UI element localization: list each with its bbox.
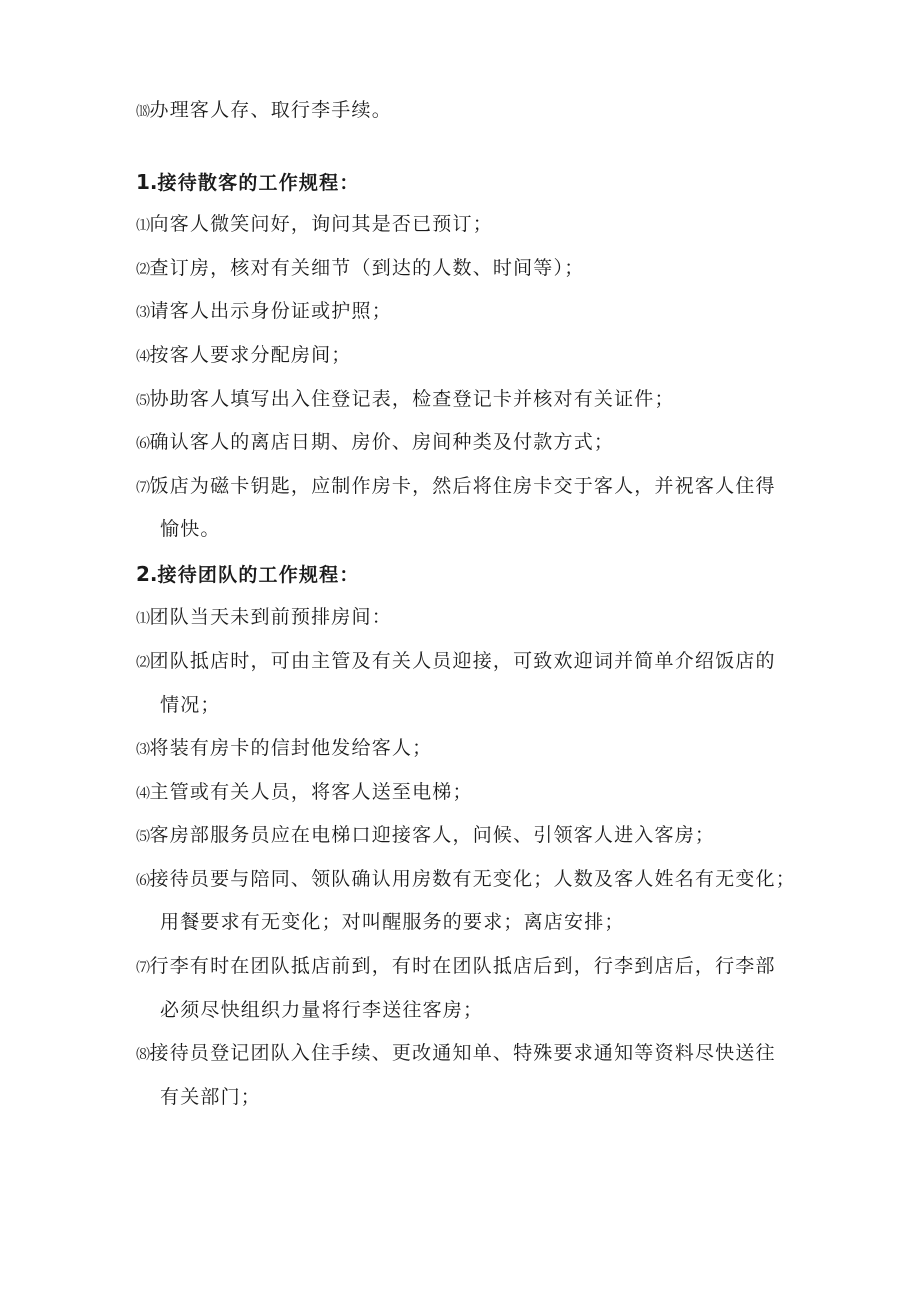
section-1-heading bbox=[136, 169, 360, 196]
item-text: 按客人要求分配房间； bbox=[149, 344, 352, 366]
list-item bbox=[136, 866, 826, 894]
heading-number: 1. bbox=[136, 170, 158, 194]
list-item-continuation: 愉快。 bbox=[160, 518, 221, 540]
item-number: ⑵ bbox=[136, 262, 150, 278]
list-item bbox=[136, 429, 826, 457]
item-number: ⑴ bbox=[136, 611, 150, 627]
item-text: 行李有时在团队抵店前到，有时在团队抵店后到，行李到店后，行李部 bbox=[149, 955, 776, 977]
list-item bbox=[136, 473, 826, 501]
item-number: ⑷ bbox=[136, 786, 150, 802]
list-item bbox=[136, 298, 826, 326]
item-text: 接待员要与陪同、领队确认用房数有无变化；人数及客人姓名有无变化； bbox=[149, 868, 796, 890]
item-text: 向客人微笑问好，询问其是否已预订； bbox=[149, 213, 493, 235]
item-text: 将装有房卡的信封他发给客人； bbox=[149, 737, 433, 759]
list-item bbox=[136, 822, 826, 850]
item-number: ⑴ bbox=[136, 218, 150, 234]
list-item bbox=[136, 1040, 826, 1068]
item-text: 查订房，核对有关细节（到达的人数、时间等）； bbox=[149, 257, 585, 279]
list-item bbox=[136, 386, 826, 414]
item-number: ⑹ bbox=[136, 436, 150, 452]
section-2-heading bbox=[136, 561, 360, 588]
list-item bbox=[136, 648, 826, 676]
list-item bbox=[136, 953, 826, 981]
intro-item bbox=[136, 97, 826, 125]
item-text: 团队当天未到前预排房间： bbox=[149, 606, 392, 628]
item-number: ⑸ bbox=[136, 829, 150, 845]
list-item-continuation: 有关部门； bbox=[160, 1086, 262, 1108]
list-item bbox=[136, 604, 826, 632]
item-number: ⑷ bbox=[136, 349, 150, 365]
item-number: ⑺ bbox=[136, 960, 150, 976]
item-text: 办理客人存、取行李手续。 bbox=[149, 99, 392, 121]
item-number: ⑸ bbox=[136, 393, 150, 409]
item-number: ⑹ bbox=[136, 873, 150, 889]
item-number: ⑻ bbox=[136, 1047, 150, 1063]
item-text: 接待员登记团队入住手续、更改通知单、特殊要求通知等资料尽快送往 bbox=[149, 1042, 776, 1064]
list-item bbox=[136, 211, 826, 239]
list-item-continuation: 用餐要求有无变化；对叫醒服务的要求；离店安排； bbox=[160, 911, 625, 933]
list-item bbox=[136, 255, 826, 283]
item-number: ⑶ bbox=[136, 742, 150, 758]
item-number: ⒅ bbox=[136, 104, 150, 120]
item-number: ⑶ bbox=[136, 305, 150, 321]
item-text: 确认客人的离店日期、房价、房间种类及付款方式； bbox=[149, 431, 615, 453]
heading-number: 2. bbox=[136, 562, 158, 586]
list-item-continuation: 情况； bbox=[160, 694, 221, 716]
item-text: 协助客人填写出入住登记表，检查登记卡并核对有关证件； bbox=[149, 388, 675, 410]
item-text: 主管或有关人员，将客人送至电梯； bbox=[149, 781, 473, 803]
heading-text: 接待团队的工作规程： bbox=[157, 564, 360, 586]
list-item bbox=[136, 342, 826, 370]
list-item bbox=[136, 779, 826, 807]
list-item-continuation: 必须尽快组织力量将行李送往客房； bbox=[160, 999, 484, 1021]
item-text: 请客人出示身份证或护照； bbox=[149, 300, 392, 322]
item-number: ⑺ bbox=[136, 480, 150, 496]
item-text: 客房部服务员应在电梯口迎接客人，问候、引领客人进入客房； bbox=[149, 824, 716, 846]
item-text: 团队抵店时，可由主管及有关人员迎接，可致欢迎词并简单介绍饭店的 bbox=[149, 650, 776, 672]
item-number: ⑵ bbox=[136, 655, 150, 671]
heading-text: 接待散客的工作规程： bbox=[157, 172, 360, 194]
item-text: 饭店为磁卡钥匙，应制作房卡，然后将住房卡交于客人，并祝客人住得 bbox=[149, 475, 776, 497]
list-item bbox=[136, 735, 826, 763]
